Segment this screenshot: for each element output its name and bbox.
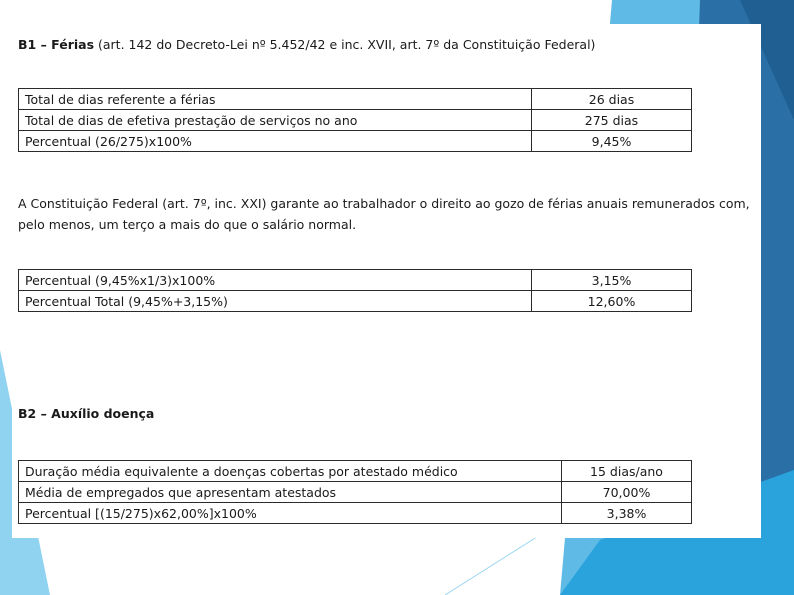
table-row (19, 503, 692, 524)
table-cell-value: 70,00% (562, 482, 692, 503)
section-b1-subtitle: (art. 142 do Decreto-Lei nº 5.452/42 e inc. XVII, art. 7º da Constituição Federal) (94, 37, 596, 52)
table-cell-value: 9,45% (532, 131, 692, 152)
table-row (19, 89, 692, 110)
table-cell-value: 275 dias (532, 110, 692, 131)
table-cell-label: Duração média equivalente a doenças cobertas por atestado médico (19, 461, 562, 482)
ferias-adicional-table (18, 269, 692, 312)
ferias-table (18, 88, 692, 152)
table-cell-label: Percentual (9,45%x1/3)x100% (19, 270, 532, 291)
table-row (19, 461, 692, 482)
table-cell-label: Percentual (26/275)x100% (19, 131, 532, 152)
section-b2-title: B2 – Auxílio doença (18, 406, 155, 421)
section-b1-title: B1 – Férias (18, 37, 95, 52)
paragraph-ferias: A Constituição Federal (art. 7º, inc. XXI) garante ao trabalhador o direito ao gozo de férias anuais remunerados com, pelo menos, um terço a mais do que o salário normal. (18, 196, 750, 232)
auxilio-doenca-table (18, 460, 692, 524)
table-row (19, 270, 692, 291)
section-b2-heading (18, 406, 154, 421)
table-cell-value: 12,60% (532, 291, 692, 312)
table-cell-label: Percentual [(15/275)x62,00%]x100% (19, 503, 562, 524)
table-cell-label: Total de dias referente a férias (19, 89, 532, 110)
table-row (19, 131, 692, 152)
section-b1-heading (18, 37, 595, 52)
table-cell-value: 3,15% (532, 270, 692, 291)
table-cell-value: 15 dias/ano (562, 461, 692, 482)
table-row (19, 110, 692, 131)
table-row (19, 291, 692, 312)
table-cell-label: Total de dias de efetiva prestação de serviços no ano (19, 110, 532, 131)
table-cell-label: Percentual Total (9,45%+3,15%) (19, 291, 532, 312)
table-row (19, 482, 692, 503)
table-cell-value: 3,38% (562, 503, 692, 524)
table-cell-label: Média de empregados que apresentam atestados (19, 482, 562, 503)
document-page (12, 24, 761, 538)
table-cell-value: 26 dias (532, 89, 692, 110)
